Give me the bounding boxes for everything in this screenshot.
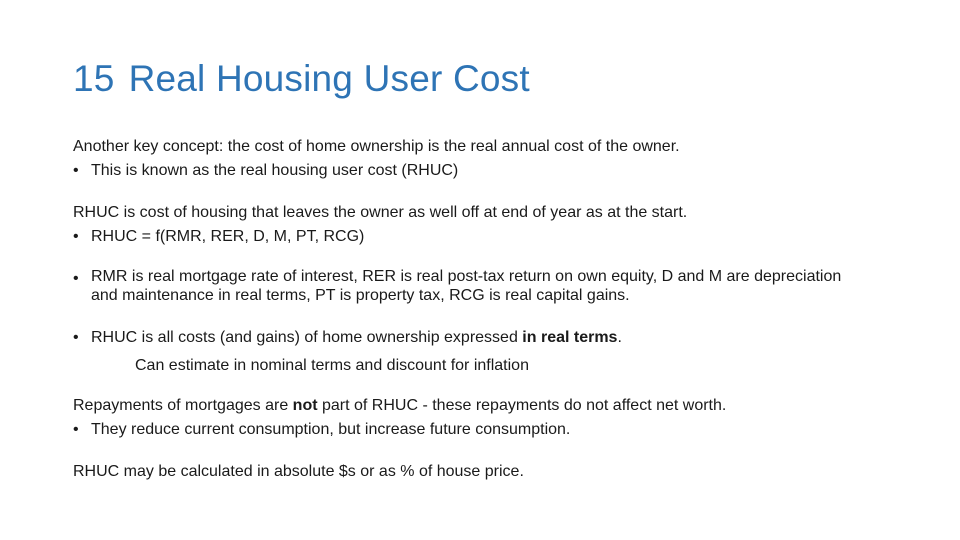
bullet-emphasis: in real terms: [522, 329, 618, 346]
bullet-glyph: •: [73, 228, 79, 245]
bullet-glyph: •: [73, 421, 79, 438]
bullet-rhuc-formula: [73, 225, 933, 249]
paragraph-rhuc-definition: RHUC is cost of housing that leaves the owner as well off at end of year as at the start.: [73, 204, 688, 221]
emphasis-not: not: [292, 397, 318, 414]
indented-note: Can estimate in nominal terms and discount for inflation: [135, 357, 529, 374]
bullet-text: RHUC = f(RMR, RER, D, M, PT, RCG): [91, 228, 365, 245]
paragraph-repayments: Repayments of mortgages are not part of RHUC - these repayments do not affect net worth.: [73, 397, 727, 414]
slide-number: 15: [73, 58, 115, 99]
bullet-variable-definitions: [73, 267, 851, 305]
slide-title: [73, 58, 530, 100]
slide-title-text: Real Housing User Cost: [128, 58, 530, 99]
slide-body: [73, 135, 933, 484]
bullet-text: They reduce current consumption, but increase future consumption.: [91, 421, 571, 438]
bullet-real-terms: • RHUC is all costs (and gains) of home ownership expressed in real terms.: [73, 326, 933, 350]
bullet-consumption: [73, 418, 933, 442]
paragraph-key-concept: Another key concept: the cost of home ownership is the real annual cost of the owner.: [73, 138, 680, 155]
bullet-glyph: •: [73, 329, 79, 346]
bullet-text: RHUC is all costs (and gains) of home ownership expressed: [91, 329, 523, 346]
paragraph-calculation: RHUC may be calculated in absolute $s or as % of house price.: [73, 463, 524, 480]
bullet-text: This is known as the real housing user cost (RHUC): [91, 162, 459, 179]
bullet-rhuc-known: [73, 159, 933, 183]
bullet-text: RMR is real mortgage rate of interest, RER is real post-tax return on own equity, D and M are depreciation and maintenance in real terms, PT is property tax, RCG is real capital gains.: [91, 268, 842, 304]
bullet-glyph: •: [73, 162, 79, 179]
bullet-glyph: •: [73, 270, 79, 287]
